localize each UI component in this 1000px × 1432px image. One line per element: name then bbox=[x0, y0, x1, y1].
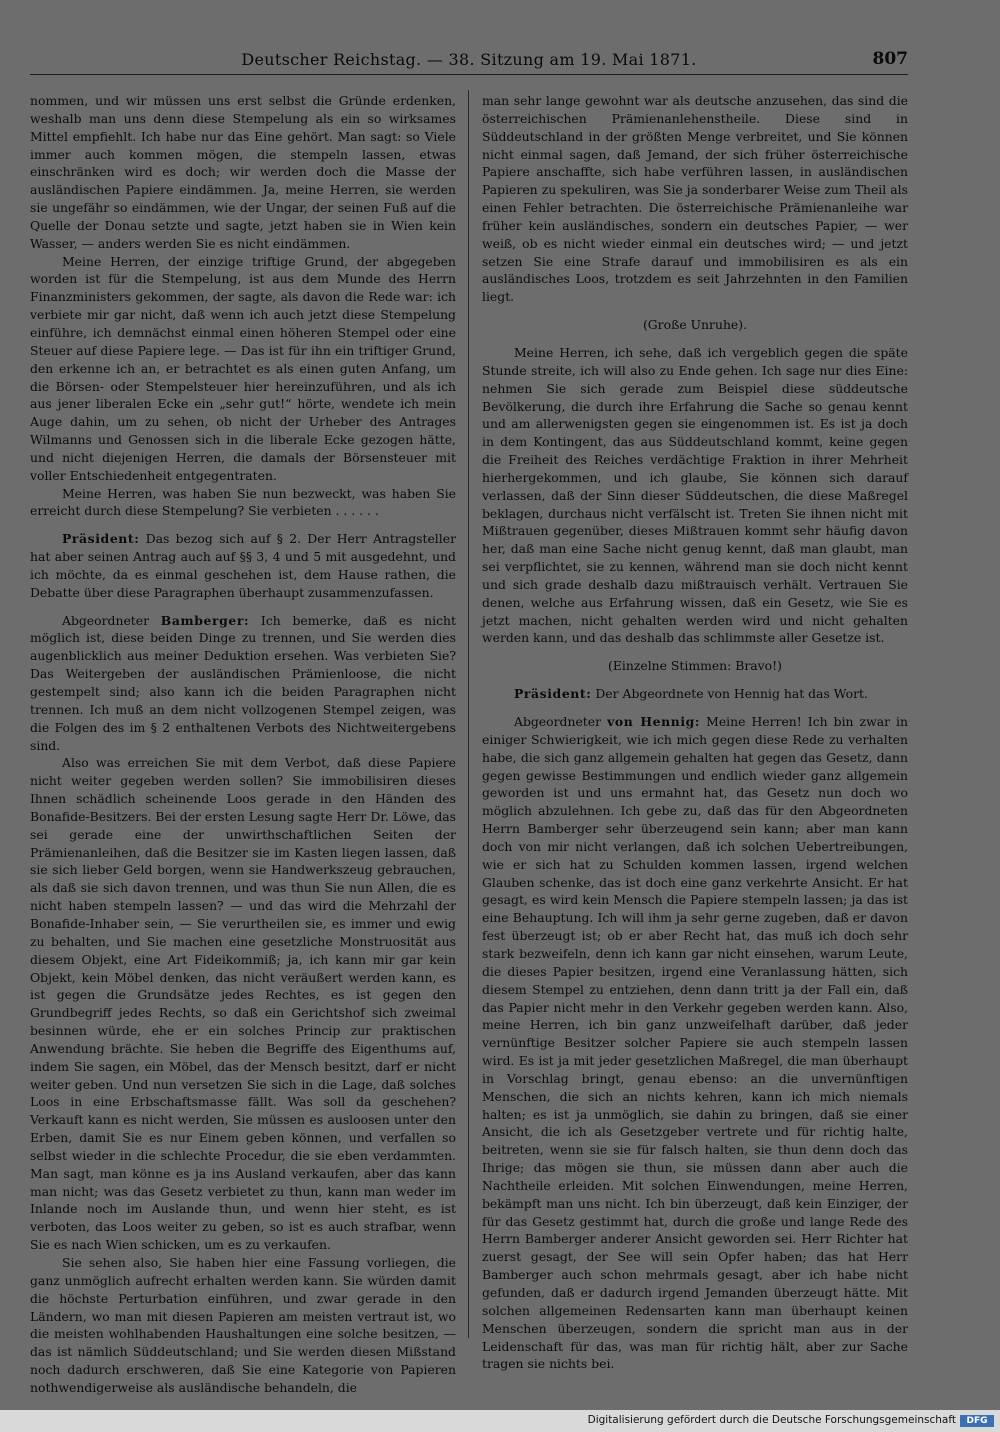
paragraph bbox=[482, 685, 908, 703]
paragraph bbox=[482, 92, 908, 306]
paragraph bbox=[30, 754, 456, 1254]
paragraph bbox=[30, 92, 456, 253]
speaker-name: Präsident: bbox=[514, 686, 592, 702]
paragraph-text: Sie sehen also, Sie haben hier eine Fassung vorliegen, die ganz unmöglich aufrecht erhalten werden kann. Sie würden damit die höchste Perturbation einführen, und zwar gerade in den Ländern, wo man mit diesen Papieren am meisten vertraut ist, wo die meisten wohlhabenden Haushaltungen eine solche besitzen, — das ist nämlich Süddeutschland; und Sie werden diesen Mißstand noch dadurch erschweren, daß Sie eine Kategorie von Papieren nothwendigerweise als ausländische behandeln, die bbox=[30, 1255, 456, 1395]
paragraph-text: nommen, und wir müssen uns erst selbst die Gründe erdenken, weshalb man uns denn diese Stempelung als ein so wirksames Mittel empfiehlt. Ich habe nur das Eine gehört. Man sagt: so Viele immer auch kommen mögen, die stempeln lassen, etwas einschränken wird es doch; wir werden doch die Masse der ausländischen Papiere eindämmen. Ja, meine Herren, sie werden sie ungefähr so eindämmen, wie der Ungar, der seinen Fuß auf die Quelle der Donau setzte und sagte, jetzt haben sie in Wien kein Wasser, — anders werden Sie es nicht eindämmen. bbox=[30, 93, 456, 251]
paragraph bbox=[482, 657, 908, 675]
paragraph-text: Meine Herren, ich sehe, daß ich vergeblich gegen die späte Stunde streite, ich will also zu Ende gehen. Ich sage nur dies Eine: nehmen Sie sich gerade zum Beispiel diese süddeutsche Bevölkerung, die durch ihre Erfahrung die Sache so genau kennt und am allerwenigsten gegen sie eingenommen ist. Es ist ja doch in dem Kontingent, das aus Süddeutschland kommt, keine gegen die Freiheit des Reiches verdächtige Fraktion in ihrer Mehrheit hierhergekommen, und ich glaube, Sie können sich darauf verlassen, daß der Sinn dieser Süddeutschen, die diese Maßregel beklagen, durchaus nicht verfälscht ist. Treten Sie ihnen nicht mit Mißtrauen gegenüber, dieses Mißtrauen kommt sehr häufig davon her, daß man eine Sache nicht genug kennt, daß man glaubt, man sei verpflichtet, sie zu kennen, während man sie doch nicht kennt und sich grade deshalb dazu mißtrauisch verhält. Vertrauen Sie denen, welche aus Erfahrung wissen, daß ein Gesetz, wie Sie es jetzt machen, nicht gehalten werden wird und nicht gehalten werden kann, und das deshalb das schlimmste aller Gesetze ist. bbox=[482, 344, 908, 646]
paragraph-text: Meine Herren! Ich bin zwar in einiger Schwierigkeit, wie ich mich gegen diese Rede zu verhalten habe, die sich ganz allgemein gehalten hat gegen das Gesetz, dann gegen gewisse Bestimmungen und endlich wieder ganz allgemein geworden ist und uns ermahnt hat, das Gesetz nun doch wo möglich abzulehnen. Ich gebe zu, daß das für den Abgeordneten Herrn Bamberger sehr überzeugend sein kann; aber man kann doch von mir nicht verlangen, daß ich solchen Uebertreibungen, wie er sich hat zu Schulden kommen lassen, irgend welchen Glauben schenke, das ist doch eine ganz verkehrte Ansicht. Er hat gesagt, es wird kein Mensch die Papiere stempeln lassen; ja das ist eine Behauptung. Ich will ihm ja sehr gerne zugeben, daß er davon fest überzeugt ist; ob er aber Recht hat, das muß ich doch sehr stark bezweifeln, denn ich kann gar nicht einsehen, warum Leute, die dieses Papier besitzen, irgend eine Veranlassung hätten, sich diesem Stempel zu entziehen, denn dann tritt ja der Fall ein, daß das Papier nicht mehr in den Verkehr gegeben werden kann. Also, meine Herren, ich bin ganz unzweifelhaft darüber, daß jeder vernünftige Besitzer solcher Papiere sie auch stempeln lassen wird. Es ist ja mit jeder gesetzlichen Maßregel, die man überhaupt in Vorschlag bringt, genau ebenso: an die unvernünftigen Menschen, die sich an nichts kehren, kann ich mich niemals halten; es ist ja unmöglich, sie dahin zu bringen, daß sie einer Ansicht, die ich als Gesetzgeber vertrete und für richtig halte, beitreten, wenn sie sie für falsch halten, sie thun denn doch das Ihrige; das mögen sie thun, sie müssen dann aber auch die Nachtheile erleiden. Mit solchen Einwendungen, meine Herren, bekämpft man uns nicht. Ich bin überzeugt, daß kein Einziger, der für das Gesetz gestimmt hat, durch die große und lange Rede des Herrn Bamberger anderer Ansicht geworden sei. Herr Richter hat zuerst gesagt, der See will sein Opfer haben; das hat Herr Bamberger auch schon mehrmals gesagt, aber ich habe nicht gefunden, daß er dadurch irgend Jemanden überzeugt hätte. Mit solchen allgemeinen Redensarten kann man überhaupt keinen Menschen überzeugen, sondern die spricht man aus in der Leidenschaft für das, was man für richtig hält, aber zur Sache tragen sie nichts bei. bbox=[482, 714, 908, 1372]
paragraph-text: Ich bemerke, daß es nicht möglich ist, diese beiden Dinge zu trennen, und Sie werden dies augenblicklich aus meiner Deduktion ersehen. Was verbieten Sie? Das Weitergeben der ausländischen Prämienloose, die nicht gestempelt sind; also kann ich die beiden Paragraphen nicht trennen. Ich muß an dem nicht vollzogenen Stempel zeigen, was die Folgen des im § 2 enthaltenen Verbots des Nichtweitergebens sind. bbox=[30, 612, 456, 753]
paragraph bbox=[482, 316, 908, 334]
paragraph bbox=[482, 713, 908, 1373]
paragraph bbox=[30, 530, 456, 601]
footer-bar bbox=[0, 1410, 1000, 1432]
paragraph bbox=[30, 1254, 456, 1397]
left-column bbox=[30, 92, 456, 1395]
paragraph-text: (Große Unruhe). bbox=[642, 317, 748, 333]
paragraph-text: Also was erreichen Sie mit dem Verbot, daß diese Papiere nicht weiter gegeben werden sollen? Sie immobilisiren dieses Ihnen schädlich scheinende Loos gerade in den Händen des Bonafide-Besitzers. Bei der ersten Lesung sagte Herr Dr. Löwe, das sei gerade eine der unwirthschaftlichen Seiten der Prämienanleihen, daß die Besitzer sie im Kasten liegen lassen, daß sie sich lieber Geld borgen, wenn sie Handwerkszeug gebrauchen, als daß sie sich davon trennen, und was thun Sie nun Allen, die es nicht haben stempeln lassen? — und das wird die Mehrzahl der Bonafide-Inhaber sein, — Sie verurtheilen sie, es immer und ewig zu behalten, und Sie machen eine gesetzliche Monstruosität aus diesem Objekt, eine Art Fideikommiß; ja, ich kann mir gar kein Objekt, kein Möbel denken, das nicht veräußert werden kann, es ist gegen die Grundsätze jedes Rechtes, es ist gegen den Grundbegriff jedes Rechts, so daß ein Gerichtshof sich zweimal besinnen würde, ehe er ein solches Princip zur praktischen Anwendung brächte. Sie heben die Begriffe des Eigenthums auf, indem Sie sagen, ein Möbel, das der Mensch besitzt, darf er nicht weiter geben. Und nun versetzen Sie sich in die Lage, daß solches Loos in eine Erbschaftsmasse fällt. Was soll da geschehen? Verkauft kann es nicht werden, Sie müssen es ausloosen unter den Erben, damit Sie es nur Einem geben können, und verfallen so selbst wieder in die schlechte Procedur, die sie eben verdammten. Man sagt, man könne es ja ins Ausland verkaufen, aber das kann man nicht; was das Gesetz verbietet zu thun, kann man weder im Inlande noch im Auslande thun, und wenn hier steht, es ist verboten, das Loos weiter zu geben, so ist es auch strafbar, wenn Sie es nach Wien schicken, um es zu verkaufen. bbox=[30, 755, 456, 1253]
footer-credit: Digitalisierung gefördert durch die Deutsche Forschungsgemeinschaft bbox=[587, 1414, 956, 1426]
page-header bbox=[30, 48, 908, 75]
paragraph bbox=[30, 485, 456, 521]
page-number: 807 bbox=[872, 49, 908, 69]
paragraph-text: (Einzelne Stimmen: Bravo!) bbox=[608, 658, 782, 674]
dfg-logo: DFG bbox=[960, 1415, 994, 1427]
paragraph-text: Meine Herren, was haben Sie nun bezweckt, was haben Sie erreicht durch diese Stempelung? Sie verbieten . . . . . . bbox=[30, 485, 456, 519]
paragraph-text: man sehr lange gewohnt war als deutsche anzusehen, das sind die österreichischen Prämienanlehenstheile. Diese sind in Süddeutschland in der größten Menge verbreitet, und Sie können nicht einmal sagen, daß Jemand, der sich früher österreichische Papiere anschaffte, sich habe verführen lassen, in ausländischen Papieren zu spekuliren, was Sie ja sonderbarer Weise zum Theil als einen Fehler betrachten. Die österreichische Prämienanleihe war früher kein ausländisches, sondern ein deutsches Papier, — wer weiß, ob es nicht wieder einmal ein deutsches wird; — und jetzt setzen Sie eine Strafe darauf und immobilisiren es als ein ausländisches Loos, trotzdem es seit Jahrzehnten in den Familien liegt. bbox=[482, 93, 908, 305]
paragraph-text: Meine Herren, der einzige triftige Grund, der abgegeben worden ist für die Stempelung, ist aus dem Munde des Herrn Finanzministers gekommen, der sagte, als davon die Rede war: ich verbiete mir gar nicht, daß wenn ich auch jetzt diese Stempelung einführe, ich demnächst einmal einen höheren Stempel oder eine Steuer auf diese Papiere lege. — Das ist für ihn ein triftiger Grund, den erkenne ich an, er betrachtet es als einen guten Anfang, um die Börsen- oder Stempelsteuer hier hereinzuführen, und als ich aus jener liberalen Ecke ein „sehr gut!“ hörte, wendete ich mein Auge dahin, um zu sehen, ob nicht der Urheber des Antrages Wilmanns und Genossen sich in die liberale Ecke gezogen hätte, und nicht diejenigen Herren, die damals der Börsensteuer mit voller Entschiedenheit entgegentraten. bbox=[30, 253, 456, 483]
header-title: Deutscher Reichstag. — 38. Sitzung am 19. Mai 1871. bbox=[241, 50, 697, 69]
paragraph-text: Das bezog sich auf § 2. Der Herr Antragsteller hat aber seinen Antrag auch auf §§ 3, 4 und 5 mit ausgedehnt, und ich möchte, da es einmal geschehen ist, dem Hause rathen, die Debatte über diese Paragraphen überhaupt zusammenzufassen. bbox=[30, 531, 456, 600]
speaker-name: Präsident: bbox=[62, 531, 140, 547]
paragraph bbox=[30, 253, 456, 485]
speaker-prefix: Abgeordneter bbox=[62, 612, 150, 628]
speaker-prefix: Abgeordneter bbox=[514, 714, 602, 729]
speaker-name: Bamberger: bbox=[160, 612, 250, 628]
column-divider bbox=[468, 90, 469, 1338]
paragraph-text: Der Abgeordnete von Hennig hat das Wort. bbox=[595, 686, 868, 702]
speaker-name: von Hennig: bbox=[607, 714, 701, 729]
paragraph bbox=[30, 612, 456, 755]
right-column bbox=[482, 92, 908, 1372]
paragraph bbox=[482, 344, 908, 647]
